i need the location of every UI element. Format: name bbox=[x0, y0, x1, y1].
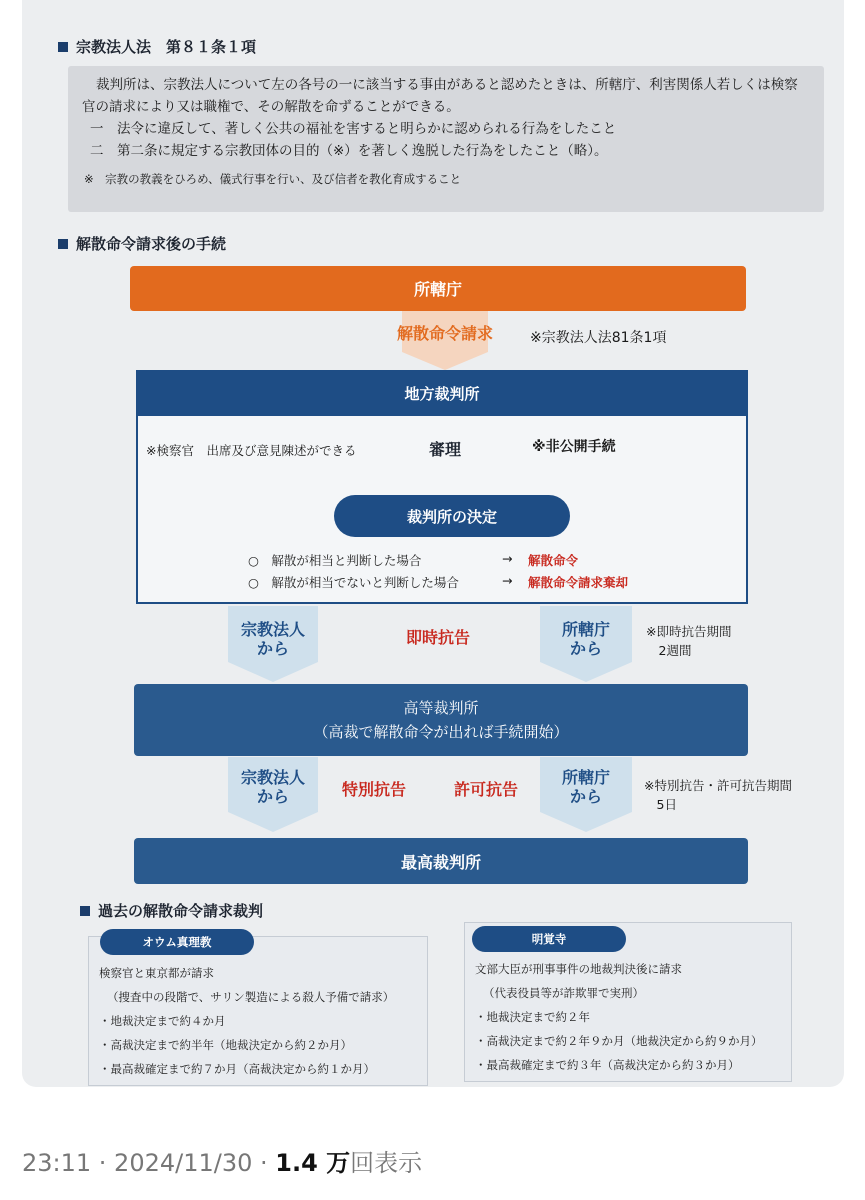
case-line: ・高裁決定まで約２年９か月（地裁決定から約９か月） bbox=[475, 1034, 763, 1048]
view-label: 回表示 bbox=[350, 1149, 423, 1177]
case-line: ・最高裁確定まで約７か月（高裁決定から約１か月） bbox=[99, 1062, 375, 1076]
decision-case-2 bbox=[248, 573, 628, 591]
case-line: （捜査中の段階で、サリン製造による殺人予備で請求） bbox=[107, 990, 395, 1004]
law-note: ※ 宗教の教義をひろめ、儀式行事を行い、及び信者を教化育成すること bbox=[84, 172, 462, 186]
high-court-box: 高等裁判所 （高裁で解散命令が出れば手続開始） bbox=[134, 684, 748, 756]
past-case-aum bbox=[88, 936, 428, 1086]
from-shokatsu-1: 所轄庁 から bbox=[561, 620, 610, 658]
case-2-condition: ○ 解散が相当でないと判断した場合 bbox=[248, 575, 459, 590]
immediate-appeal-period: ※即時抗告期間 2週間 bbox=[646, 624, 732, 658]
case-line: （代表役員等が詐欺罪で実刑） bbox=[483, 986, 644, 1000]
request-label: 解散命令請求 bbox=[396, 324, 493, 343]
case-line: ・高裁決定まで約半年（地裁決定から約２か月） bbox=[99, 1038, 352, 1052]
case-tag-meikakuji: 明覚寺 bbox=[472, 926, 626, 952]
right-arrow-icon: → bbox=[502, 551, 513, 566]
case-line: 検察官と東京都が請求 bbox=[99, 966, 214, 980]
case-line: ・地裁決定まで約２年 bbox=[475, 1010, 590, 1024]
square-bullet-icon bbox=[80, 906, 90, 916]
case-1-result: 解散命令 bbox=[528, 553, 579, 568]
shokatsu-box: 所轄庁 bbox=[130, 266, 746, 311]
decision-case-1 bbox=[248, 551, 578, 569]
private-procedure-note: ※非公開手続 bbox=[532, 439, 616, 455]
right-arrow-icon: → bbox=[502, 573, 513, 588]
document-photo bbox=[22, 0, 844, 1087]
shinri-label: 審理 bbox=[428, 440, 461, 459]
case-line: 文部大臣が刑事事件の地裁判決後に請求 bbox=[475, 962, 682, 976]
law-paragraph: 裁判所は、宗教法人について左の各号の一に該当する事由があると認めたときは、所轄庁、利害関係人若しくは検察官の請求により又は職権で、その解散を命ずることができる。 bbox=[82, 77, 798, 115]
from-shokatsu-2: 所轄庁 から bbox=[561, 768, 610, 806]
case-1-condition: ○ 解散が相当と判断した場合 bbox=[248, 553, 422, 568]
prosecutor-note: ※検察官 出席及び意見陳述ができる bbox=[146, 443, 357, 458]
case-line: ・最高裁確定まで約３年（高裁決定から約３か月） bbox=[475, 1058, 740, 1072]
permit-appeal-label: 許可抗告 bbox=[453, 780, 518, 799]
view-count: 1.4 万 bbox=[275, 1149, 351, 1177]
special-appeal-period: ※特別抗告・許可抗告期間 5日 bbox=[644, 778, 792, 812]
case-tag-aum: オウム真理教 bbox=[100, 929, 254, 955]
district-court-header: 地方裁判所 bbox=[136, 370, 748, 416]
law-item-1: 一 法令に違反して、著しく公共の福祉を害すると明らかに認められる行為をしたこと bbox=[90, 121, 617, 137]
post-timestamp: 23:11 · 2024/11/30 · bbox=[22, 1149, 276, 1177]
law-item-2: 二 第二条に規定する宗教団体の目的（※）を著しく逸脱した行為をしたこと（略）。 bbox=[90, 143, 608, 159]
section-heading-law: 宗教法人法 第８１条１項 bbox=[58, 36, 256, 57]
post-timestamp-bar bbox=[22, 1143, 422, 1178]
case-2-result: 解散命令請求棄却 bbox=[528, 575, 629, 590]
supreme-court-box: 最高裁判所 bbox=[134, 838, 748, 884]
case-line: ・地裁決定まで約４か月 bbox=[99, 1014, 226, 1028]
from-religious-corp-1: 宗教法人 から bbox=[240, 620, 305, 658]
section-heading-procedure: 解散命令請求後の手続 bbox=[58, 233, 226, 254]
immediate-appeal-label: 即時抗告 bbox=[405, 628, 470, 647]
from-religious-corp-2: 宗教法人 から bbox=[240, 768, 305, 806]
section-heading-past-cases: 過去の解散命令請求裁判 bbox=[80, 900, 263, 921]
special-appeal-label: 特別抗告 bbox=[341, 780, 406, 799]
request-note: ※宗教法人法81条1項 bbox=[530, 330, 667, 346]
court-decision-pill: 裁判所の決定 bbox=[334, 495, 570, 537]
